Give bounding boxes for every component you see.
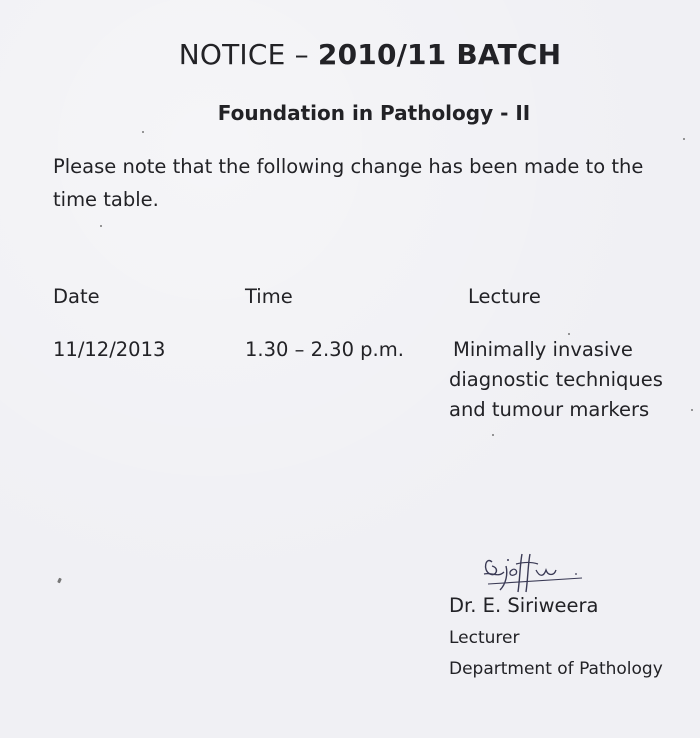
row-lecture [449,335,663,425]
header-lecture: Lecture [468,285,541,308]
notice-intro [53,150,673,216]
notice-title [0,38,700,71]
scan-speck [683,138,685,140]
header-date: Date [53,285,100,308]
signatory-department: Department of Pathology [449,659,663,679]
scan-speck [57,578,62,584]
scan-speck [568,333,570,335]
scan-speck [492,434,494,436]
intro-line-1: Please note that the following change has been made to the [53,155,644,178]
handwritten-signature [478,548,588,596]
scan-speck [691,409,693,411]
lecture-line-3: and tumour markers [449,398,650,421]
signatory-name: Dr. E. Siriweera [449,594,599,617]
row-time: 1.30 – 2.30 p.m. [245,338,404,361]
header-time: Time [245,285,293,308]
notice-title-prefix: NOTICE – [178,38,318,71]
row-date: 11/12/2013 [53,338,166,361]
notice-title-batch: 2010/11 BATCH [317,38,562,71]
scan-speck [100,225,102,227]
scan-speck [142,131,144,133]
lecture-line-2: diagnostic techniques [449,368,663,391]
lecture-line-1: Minimally invasive [453,338,633,361]
signatory-title: Lecturer [449,628,520,648]
notice-subtitle: Foundation in Pathology - II [217,101,531,125]
intro-line-2: time table. [53,188,159,211]
